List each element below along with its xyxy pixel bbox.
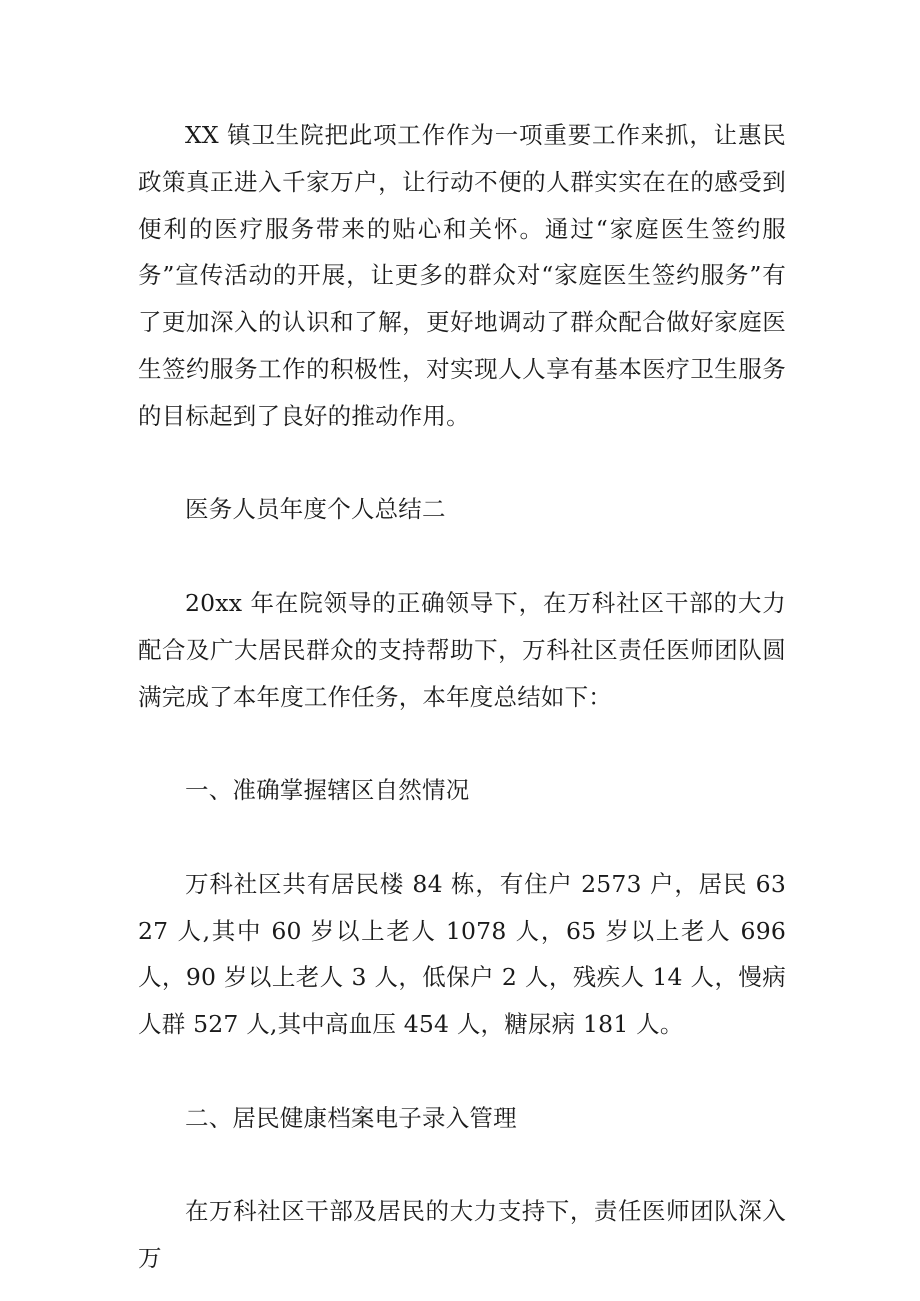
paragraph-statistics: 万科社区共有居民楼 84 栋，有住户 2573 户，居民 6327 人,其中 60 岁以上老人 1078 人，65 岁以上老人 696 人，90 岁以上老人 3 人，低保户 2 人，残疾人 14 人，慢病人群 527 人,其中高血压 454 人，糖尿病 181 人。 xyxy=(138,869,786,1039)
heading-two: 二、居民健康档案电子录入管理 xyxy=(185,1103,517,1132)
paragraph-records: 在万科社区干部及居民的大力支持下，责任医师团队深入万 xyxy=(138,1197,786,1273)
paragraph-intro: XX 镇卫生院把此项工作作为一项重要工作来抓，让惠民政策真正进入千家万户，让行动不便的人群实实在在的感受到便利的医疗服务带来的贴心和关怀。通过“家庭医生签约服务”宣传活动的开展，让更多的群众对“家庭医生签约服务”有了更加深入的认识和了解，更好地调动了群众配合做好家庭医生签约服务工作的积极性，对实现人人享有基本医疗卫生服务的目标起到了良好的推动作用。 xyxy=(138,121,786,430)
paragraph-summary: 20xx 年在院领导的正确领导下，在万科社区干部的大力配合及广大居民群众的支持帮助下，万科社区责任医师团队圆满完成了本年度工作任务，本年度总结如下： xyxy=(138,588,786,711)
document-body xyxy=(138,112,786,1282)
section-title: 医务人员年度个人总结二 xyxy=(185,495,446,524)
heading-one: 一、准确掌握辖区自然情况 xyxy=(185,776,470,805)
